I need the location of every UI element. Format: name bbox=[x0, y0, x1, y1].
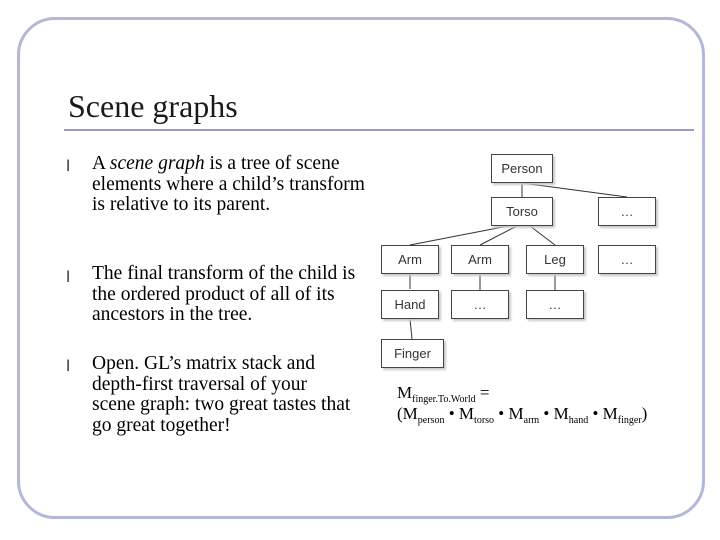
formula-close-paren: ) bbox=[641, 404, 648, 423]
formula-open-paren: ( bbox=[397, 404, 403, 423]
formula-subscript: hand bbox=[568, 415, 589, 426]
bullet-1-pre: A bbox=[92, 153, 110, 174]
edge-torso-leg bbox=[530, 226, 555, 245]
formula-dot: • bbox=[444, 404, 459, 423]
formula-subscript: finger.To.World bbox=[412, 394, 476, 405]
bullet-1-post: is a tree of scene elements where a child’s transform is relative to its parent. bbox=[92, 153, 365, 215]
node-person: Person bbox=[491, 154, 553, 183]
formula-matrix-symbol: M bbox=[508, 404, 524, 423]
bullet-2-text: The final transform of the child is the ordered product of all of its ancestors in the tree. bbox=[92, 263, 356, 325]
formula-subscript: torso bbox=[474, 415, 495, 426]
formula-line-1 bbox=[397, 383, 489, 405]
formula-matrix-symbol: M bbox=[553, 404, 569, 423]
node-leg: Leg bbox=[526, 245, 584, 274]
formula-subscript: person bbox=[417, 415, 445, 426]
bullet-marker: l bbox=[66, 268, 71, 286]
formula-line-2 bbox=[397, 404, 647, 426]
formula-matrix-symbol: M bbox=[458, 404, 475, 423]
edge-hand-finger bbox=[410, 319, 412, 339]
bullet-3-text: Open. GL’s matrix stack and depth-first traversal of your scene graph: two great tastes that go great together! bbox=[92, 353, 351, 436]
node-hand: Hand bbox=[381, 290, 439, 319]
formula-matrix-symbol: M bbox=[602, 404, 618, 423]
edge-torso-arm-left bbox=[410, 226, 508, 245]
slide-title: Scene graphs bbox=[68, 88, 238, 124]
formula-dot: • bbox=[494, 404, 509, 423]
formula-subscript: finger bbox=[617, 415, 642, 426]
node-ellipsis-right: … bbox=[598, 245, 656, 274]
formula-matrix-symbol: M bbox=[397, 383, 413, 402]
node-arm-right: Arm bbox=[451, 245, 509, 274]
formula-matrix-symbol: M bbox=[402, 404, 418, 423]
node-ellipsis-leg: … bbox=[526, 290, 584, 319]
formula-dot: • bbox=[539, 404, 554, 423]
formula-dot: • bbox=[588, 404, 603, 423]
node-arm-left: Arm bbox=[381, 245, 439, 274]
formula-equals: = bbox=[475, 383, 490, 402]
edge-torso-arm-right bbox=[480, 226, 517, 245]
formula-subscript: arm bbox=[523, 415, 540, 426]
bullet-marker: l bbox=[66, 357, 71, 375]
edge-person-sibling bbox=[522, 183, 627, 197]
node-ellipsis-arm: … bbox=[451, 290, 509, 319]
node-torso: Torso bbox=[491, 197, 553, 226]
node-torso-sibling: … bbox=[598, 197, 656, 226]
bullet-1-emphasis: scene graph bbox=[109, 153, 205, 174]
node-finger: Finger bbox=[381, 339, 444, 368]
bullet-marker: l bbox=[66, 157, 71, 175]
